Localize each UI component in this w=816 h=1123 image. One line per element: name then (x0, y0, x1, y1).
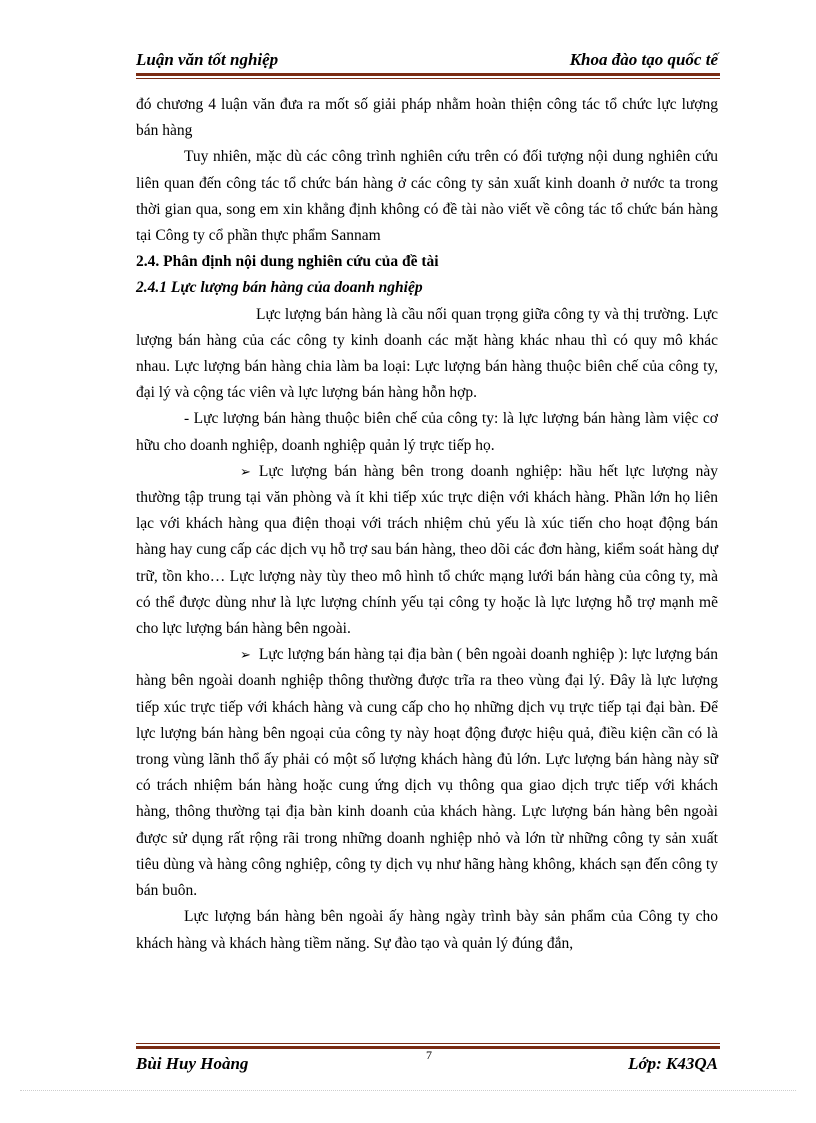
header-rule-thin (136, 78, 720, 79)
section-heading: 2.4. Phân định nội dung nghiên cứu của đề tài (136, 253, 439, 271)
arrow-bullet-icon: ➢ (240, 463, 251, 479)
footer-class: Lớp: K43QA (628, 1054, 718, 1073)
bullet-text-field: Lực lượng bán hàng tại địa bàn ( bên ngoài doanh nghiệp ): lực lượng bán hàng bên ngoài doanh nghiệp thông thường được trĩa ra theo vùng đại lý. Đây là lực lượng tiếp xúc trực tiếp với khách hàng và cung cấp cho họ những dịch vụ trực tiếp tại đại bàn. Để lực lượng bán hàng bên ngoại của công ty này hoạt động được hiệu quả, điều kiện cần có là trong vùng lãnh thổ ấy phải có một số lượng khách hàng đủ lớn. Lực lượng bán hàng này sữ có trách nhiệm bán hàng hoặc cung ứng dịch vụ thông qua giao dịch trực tiếp với khách hàng, thông thường tại địa bàn kinh doanh của khách hàng. Lực lượng bán hàng bên ngoài được sử dụng rất rộng rãi trong những doanh nghiệp nhỏ và lớn từ những công ty sản xuất tiêu dùng và hàng công nghiệp, công ty dịch vụ như hãng hàng không, khách sạn đến công ty bán buôn. (136, 646, 718, 900)
header-rule (136, 73, 720, 76)
bullet-item-inside (136, 459, 718, 642)
paragraph-outside-staff: Lực lượng bán hàng bên ngoài ấy hàng ngày trình bày sản phẩm của Công ty cho khách hàng và khách hàng tiềm năng. Sự đào tạo và quản lý đúng đắn, (136, 908, 718, 952)
paragraph-however: Tuy nhiên, mặc dù các công trình nghiên cứu trên có đối tượng nội dung nghiên cứu liên quan đến công tác tổ chức bán hàng ở các công ty sản xuất kinh doanh ở nước ta trong thời gian qua, song em xin khẳng định không có đề tài nào viết về công tác tổ chức bán hàng tại Công ty cổ phần thực phẩm Sannam (136, 148, 718, 245)
header-thesis-title: Luận văn tốt nghiệp (136, 50, 279, 69)
footer-author: Bùi Huy Hoàng (136, 1054, 249, 1073)
page-footer (136, 1048, 720, 1078)
bullet-item-field (136, 642, 718, 904)
page-edge-divider (20, 1090, 796, 1091)
footer-rule-thin (136, 1043, 720, 1044)
subsection-heading: 2.4.1 Lực lượng bán hàng của doanh nghiệp (136, 279, 423, 297)
paragraph-sales-force-intro: Lực lượng bán hàng là cầu nối quan trọng giữa công ty và thị trường. Lực lượng bán hàng của các công ty kinh doanh các mặt hàng khác nhau thì có quy mô khác nhau. Lực lượng bán hàng chia làm ba loại: Lực lượng bán hàng thuộc biên chế của công ty, đại lý và cộng tác viên và lực lượng bán hàng hỗn hợp. (136, 305, 718, 402)
page-number: 7 (426, 1048, 432, 1062)
page-header (136, 50, 720, 72)
header-faculty: Khoa đào tạo quốc tế (569, 50, 718, 69)
page-body (136, 92, 718, 957)
arrow-bullet-icon: ➢ (240, 647, 251, 663)
paragraph-continuation: đó chương 4 luận văn đưa ra mốt số giải pháp nhằm hoàn thiện công tác tổ chức lực lượng bán hàng (136, 96, 718, 140)
bullet-text-inside: Lực lượng bán hàng bên trong doanh nghiệp: hầu hết lực lượng này thường tập trung tại văn phòng và ít khi tiếp xúc trực diện với khách hàng. Phần lớn họ liên lạc với khách hàng qua điện thoại với trách nhiệm chủ yếu là xúc tiến cho hoạt động bán hàng hay cung cấp các dịch vụ hỗ trợ sau bán hàng, theo dõi các đơn hàng, kiểm soát hàng dự trữ, tồn kho… Lực lượng này tùy theo mô hình tổ chức mạng lưới bán hàng của công ty, mà có thể được dùng như là lực lượng chính yếu tại công ty hoặc là lực lượng hỗ trợ mạnh mẽ cho lực lượng bán hàng bên ngoài. (136, 462, 718, 638)
paragraph-internal-staff: - Lực lượng bán hàng thuộc biên chế của công ty: là lực lượng bán hàng làm việc cơ hữu cho doanh nghiệp, doanh nghiệp quản lý trực tiếp họ. (136, 410, 718, 454)
